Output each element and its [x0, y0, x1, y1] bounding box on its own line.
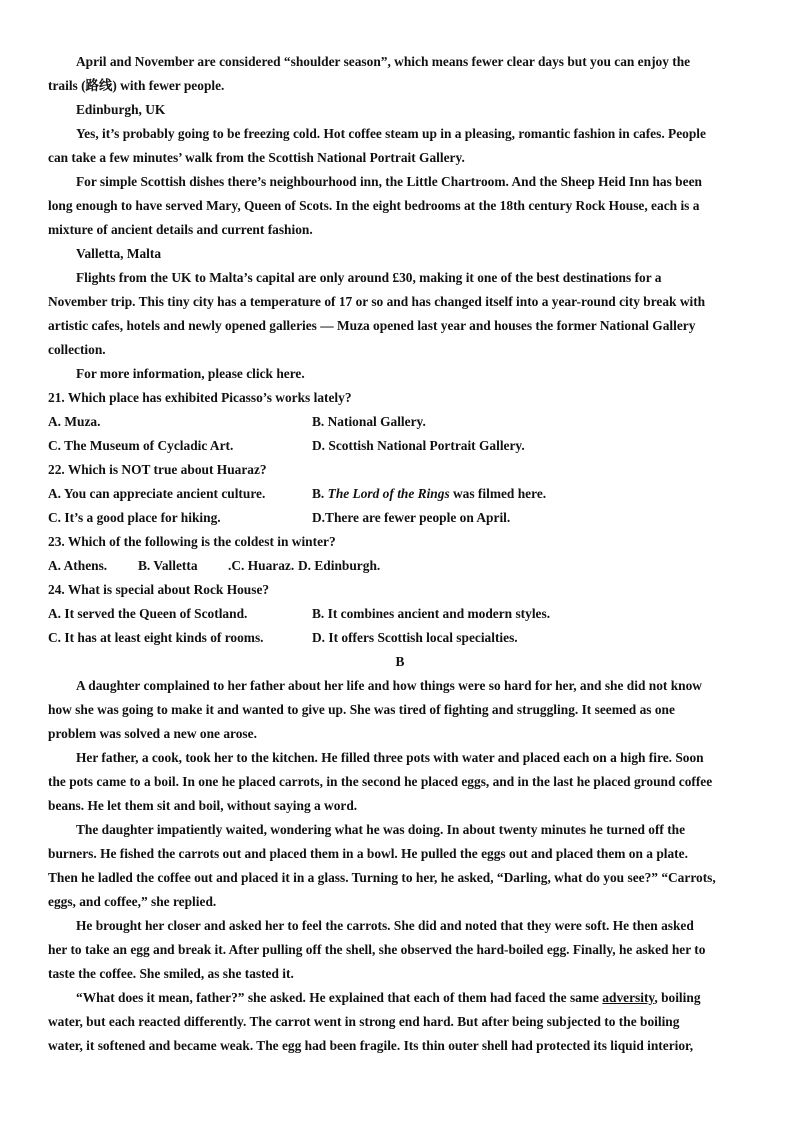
- book-title: The Lord of the Rings: [327, 486, 450, 501]
- section-heading-b: B: [395, 654, 405, 669]
- paragraph-line: eggs, and coffee,” she replied.: [48, 894, 217, 909]
- option-23-b: B. Valletta: [138, 558, 198, 573]
- option-21-c: C. The Museum of Cycladic Art.: [48, 438, 234, 453]
- option-22-c: C. It’s a good place for hiking.: [48, 510, 221, 525]
- paragraph-line: He brought her closer and asked her to feel the carrots. She did and noted that they were soft. He then asked: [76, 918, 694, 933]
- option-24-d: D. It offers Scottish local specialties.: [312, 630, 518, 645]
- paragraph-line: The daughter impatiently waited, wondering what he was doing. In about twenty minutes he turned off the: [76, 822, 686, 837]
- underlined-word: adversity: [602, 990, 655, 1005]
- question-21: 21. Which place has exhibited Picasso’s works lately?: [48, 390, 352, 405]
- options-row: [48, 434, 752, 458]
- options-row: [48, 410, 752, 434]
- paragraph-line: Yes, it’s probably going to be freezing cold. Hot coffee steam up in a pleasing, romantic fashion in cafes. People: [76, 126, 706, 141]
- text-segment: , boiling: [654, 990, 701, 1005]
- more-info-line: For more information, please click here.: [76, 366, 305, 381]
- option-24-b: B. It combines ancient and modern styles.: [312, 606, 551, 621]
- question-24: 24. What is special about Rock House?: [48, 582, 270, 597]
- paragraph-line: For simple Scottish dishes there’s neighbourhood inn, the Little Chartroom. And the Sheep Heid Inn has been: [76, 174, 702, 189]
- paragraph-line: burners. He fished the carrots out and placed them in a bowl. He pulled the eggs out and placed them on a plate.: [48, 846, 688, 861]
- paragraph-line: can take a few minutes’ walk from the Scottish National Portrait Gallery.: [48, 150, 465, 165]
- paragraph-line: [48, 986, 752, 1010]
- options-row: [48, 554, 752, 578]
- option-23-d: D. Edinburgh.: [298, 558, 381, 573]
- options-row: [48, 626, 752, 650]
- paragraph-line: her to take an egg and break it. After pulling off the shell, she observed the hard-boiled egg. Finally, he asked her to: [48, 942, 706, 957]
- paragraph-line: Then he ladled the coffee out and placed it in a glass. Turning to her, he asked, “Darling, what do you see?” “Carrots,: [48, 870, 716, 885]
- paragraph-line: Flights from the UK to Malta’s capital are only around £30, making it one of the best destinations for a: [76, 270, 662, 285]
- option-22-b-prefix: B.: [312, 486, 328, 501]
- option-24-a: A. It served the Queen of Scotland.: [48, 606, 248, 621]
- option-22-b-suffix: was filmed here.: [449, 486, 547, 501]
- section-heading-valletta: Valletta, Malta: [76, 246, 162, 261]
- paragraph-line: April and November are considered “shoulder season”, which means fewer clear days but you can enjoy the: [76, 54, 691, 69]
- paragraph-line: mixture of ancient details and current fashion.: [48, 222, 313, 237]
- document-page: [48, 50, 752, 1058]
- question-22: 22. Which is NOT true about Huaraz?: [48, 462, 267, 477]
- options-row: [48, 482, 752, 506]
- section-heading-edinburgh: Edinburgh, UK: [76, 102, 166, 117]
- paragraph-line: the pots came to a boil. In one he placed carrots, in the second he placed eggs, and in the last he placed ground coffee: [48, 774, 713, 789]
- paragraph-line: collection.: [48, 342, 106, 357]
- text-segment: “What does it mean, father?” she asked. He explained that each of them had faced the same: [76, 990, 603, 1005]
- paragraph-line: taste the coffee. She smiled, as she tasted it.: [48, 966, 294, 981]
- paragraph-line: water, it softened and became weak. The egg had been fragile. Its thin outer shell had protected its liquid interior,: [48, 1038, 694, 1053]
- option-21-b: B. National Gallery.: [312, 414, 426, 429]
- paragraph-line: A daughter complained to her father about her life and how things were so hard for her, and she did not know: [76, 678, 702, 693]
- paragraph-line: Her father, a cook, took her to the kitchen. He filled three pots with water and placed each on a high fire. Soon: [76, 750, 704, 765]
- option-21-d: D. Scottish National Portrait Gallery.: [312, 438, 525, 453]
- option-21-a: A. Muza.: [48, 414, 101, 429]
- option-22-a: A. You can appreciate ancient culture.: [48, 486, 266, 501]
- option-22-d: D.There are fewer people on April.: [312, 510, 511, 525]
- options-row: [48, 602, 752, 626]
- paragraph-line: problem was solved a new one arose.: [48, 726, 257, 741]
- paragraph-line: artistic cafes, hotels and newly opened galleries — Muza opened last year and houses the former National Gallery: [48, 318, 696, 333]
- option-23-a: A. Athens.: [48, 558, 108, 573]
- paragraph-line: November trip. This tiny city has a temperature of 17 or so and has changed itself into a year-round city break with: [48, 294, 706, 309]
- option-23-c: .C. Huaraz.: [228, 558, 295, 573]
- question-23: 23. Which of the following is the coldest in winter?: [48, 534, 336, 549]
- paragraph-line: long enough to have served Mary, Queen of Scots. In the eight bedrooms at the 18th century Rock House, each is a: [48, 198, 700, 213]
- paragraph-line: beans. He let them sit and boil, without saying a word.: [48, 798, 358, 813]
- paragraph-line: water, but each reacted differently. The carrot went in strong end hard. But after being subjected to the boiling: [48, 1014, 680, 1029]
- options-row: [48, 506, 752, 530]
- option-22-b: [312, 482, 546, 506]
- paragraph-line: trails (路线) with fewer people.: [48, 78, 225, 93]
- option-24-c: C. It has at least eight kinds of rooms.: [48, 630, 264, 645]
- paragraph-line: how she was going to make it and wanted to give up. She was tired of fighting and struggling. It seemed as one: [48, 702, 675, 717]
